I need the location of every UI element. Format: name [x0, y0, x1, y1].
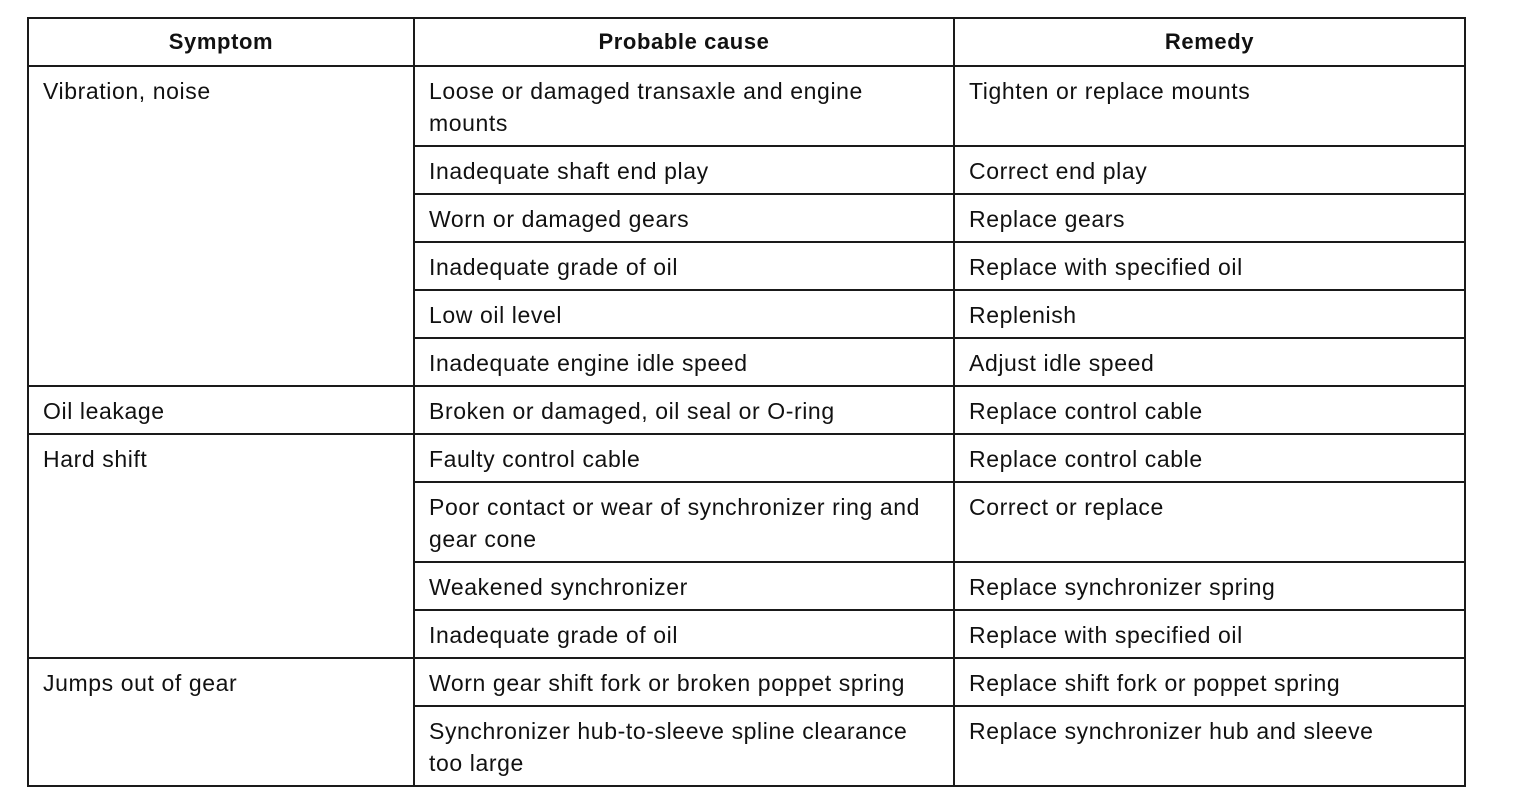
header-remedy: Remedy	[954, 18, 1465, 66]
symptom-cell: Jumps out of gear	[28, 658, 414, 786]
table-row	[28, 66, 1465, 146]
cause-cell: Faulty control cable	[414, 434, 954, 482]
table-row	[28, 434, 1465, 482]
remedy-cell: Replace control cable	[954, 386, 1465, 434]
remedy-cell: Correct end play	[954, 146, 1465, 194]
remedy-cell: Adjust idle speed	[954, 338, 1465, 386]
remedy-cell: Replace with specified oil	[954, 610, 1465, 658]
cause-cell: Synchronizer hub-to-sleeve spline clearance too large	[414, 706, 954, 786]
header-row	[28, 18, 1465, 66]
troubleshooting-table-wrapper	[27, 17, 1464, 787]
remedy-cell: Replace with specified oil	[954, 242, 1465, 290]
cause-cell: Weakened synchronizer	[414, 562, 954, 610]
remedy-cell: Replace synchronizer hub and sleeve	[954, 706, 1465, 786]
troubleshooting-table	[27, 17, 1466, 787]
header-probable-cause: Probable cause	[414, 18, 954, 66]
table-row	[28, 658, 1465, 706]
header-symptom: Symptom	[28, 18, 414, 66]
cause-cell: Inadequate grade of oil	[414, 242, 954, 290]
table-row	[28, 386, 1465, 434]
symptom-cell: Hard shift	[28, 434, 414, 658]
cause-cell: Worn gear shift fork or broken poppet spring	[414, 658, 954, 706]
remedy-cell: Replace shift fork or poppet spring	[954, 658, 1465, 706]
cause-cell: Worn or damaged gears	[414, 194, 954, 242]
remedy-cell: Tighten or replace mounts	[954, 66, 1465, 146]
cause-cell: Inadequate grade of oil	[414, 610, 954, 658]
remedy-cell: Correct or replace	[954, 482, 1465, 562]
symptom-cell: Oil leakage	[28, 386, 414, 434]
remedy-cell: Replenish	[954, 290, 1465, 338]
cause-cell: Loose or damaged transaxle and engine mounts	[414, 66, 954, 146]
cause-cell: Poor contact or wear of synchronizer ring and gear cone	[414, 482, 954, 562]
remedy-cell: Replace synchronizer spring	[954, 562, 1465, 610]
cause-cell: Broken or damaged, oil seal or O-ring	[414, 386, 954, 434]
remedy-cell: Replace control cable	[954, 434, 1465, 482]
cause-cell: Inadequate engine idle speed	[414, 338, 954, 386]
symptom-cell: Vibration, noise	[28, 66, 414, 386]
cause-cell: Low oil level	[414, 290, 954, 338]
remedy-cell: Replace gears	[954, 194, 1465, 242]
cause-cell: Inadequate shaft end play	[414, 146, 954, 194]
